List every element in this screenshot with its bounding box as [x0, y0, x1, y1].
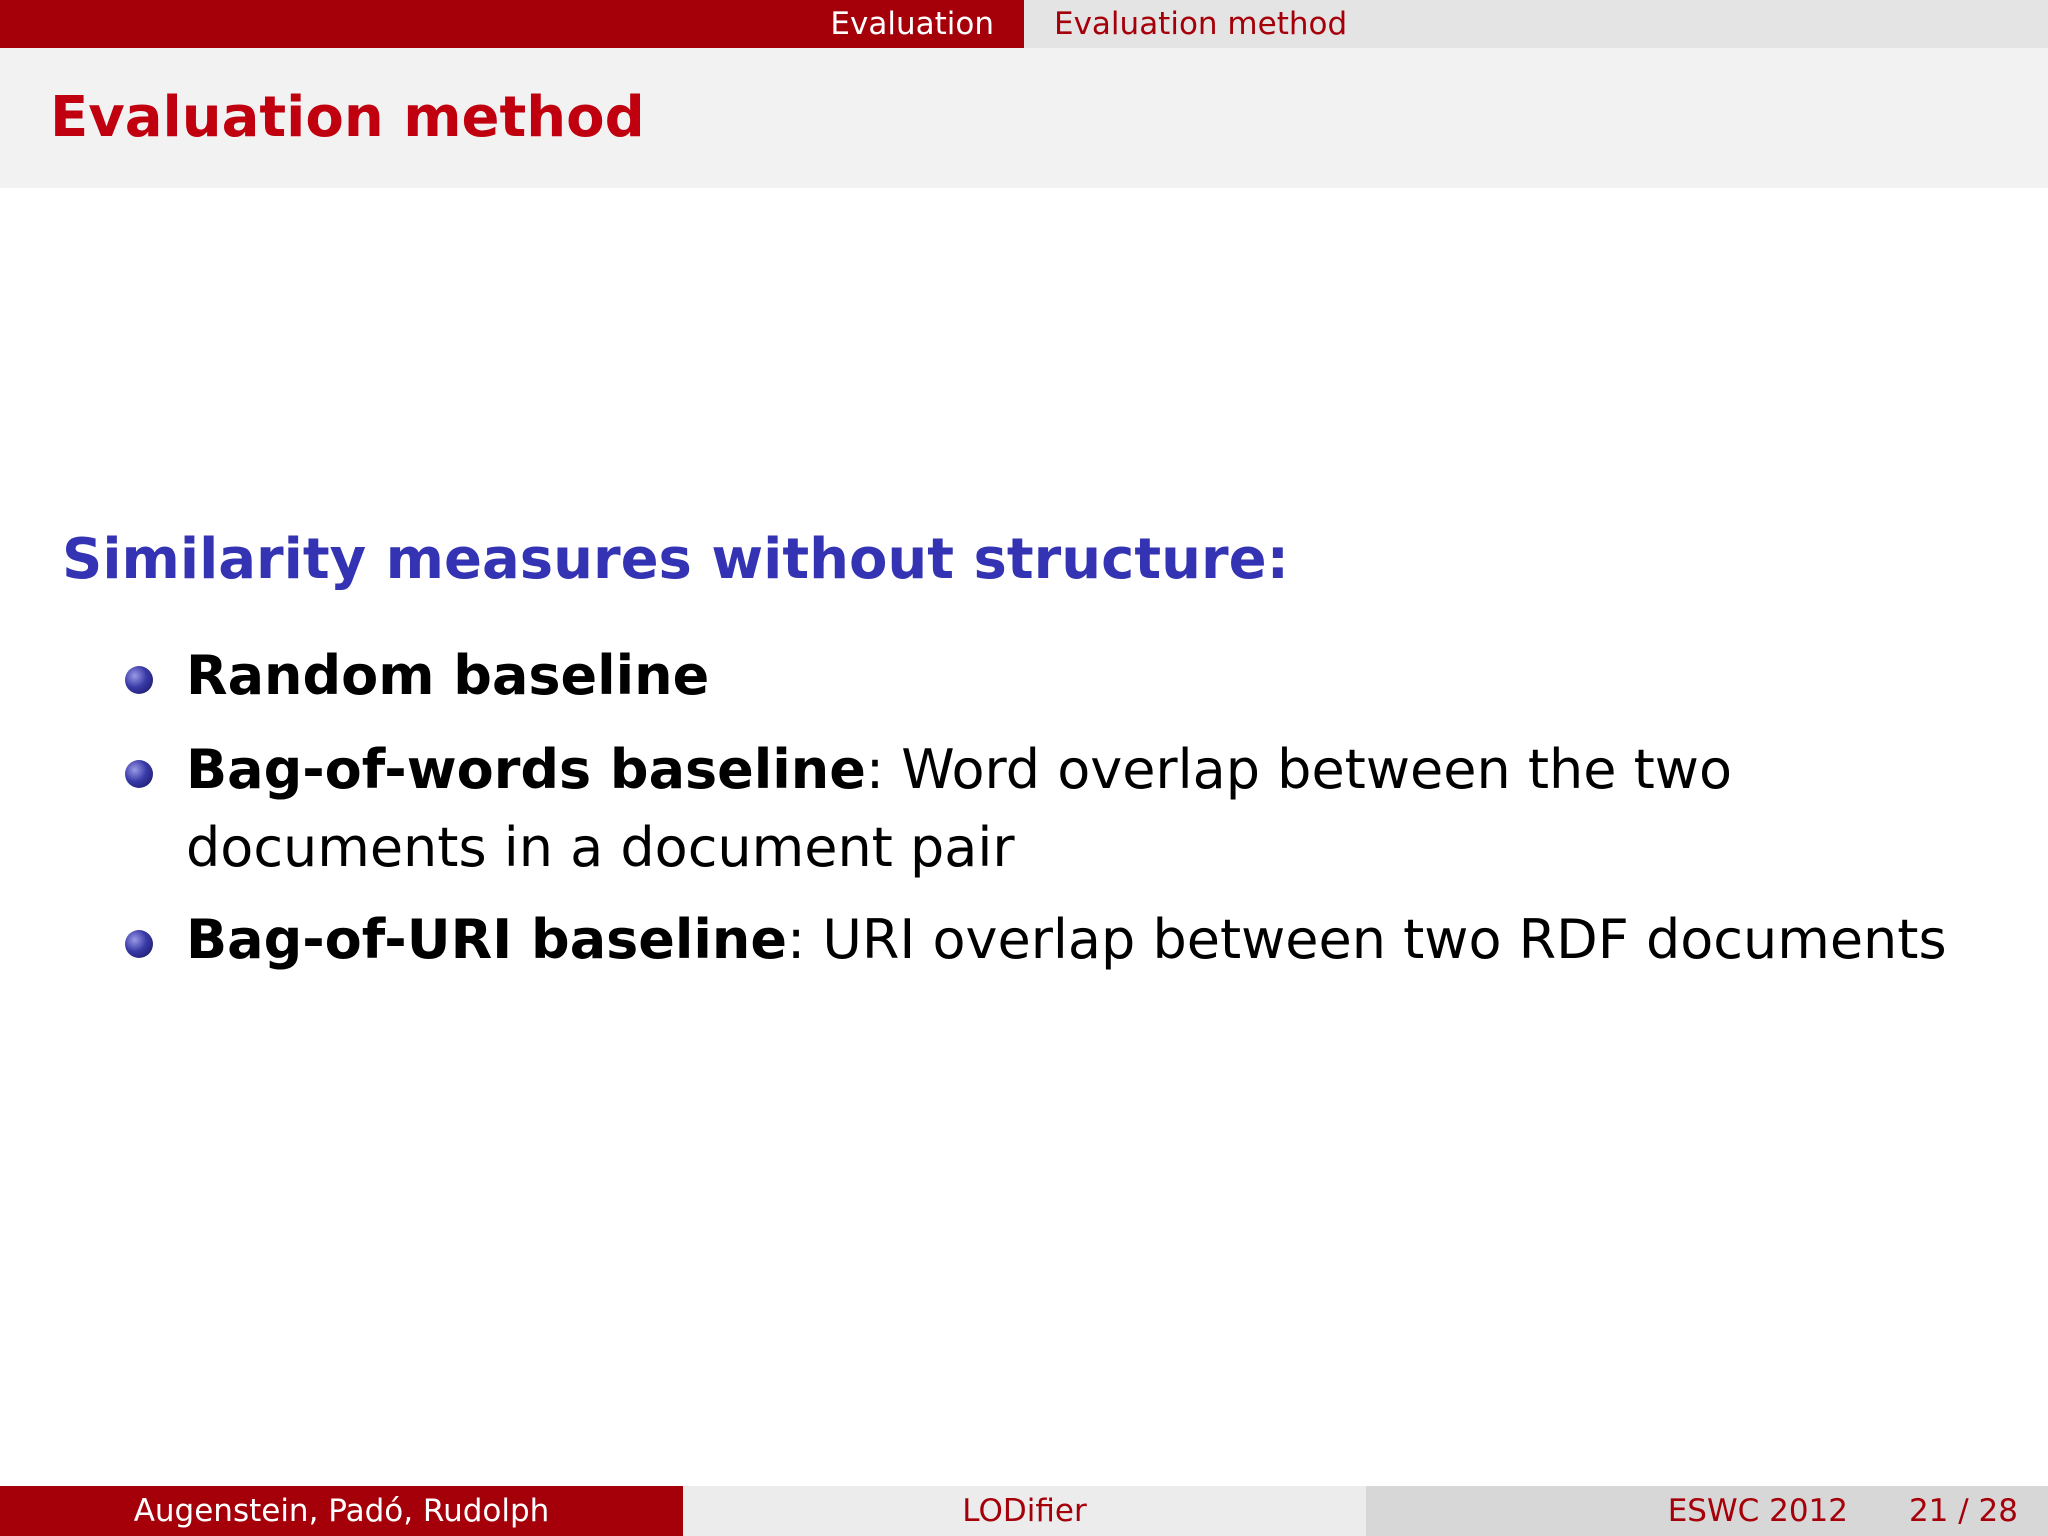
footer-bar: [0, 1486, 2048, 1536]
item-term: Random baseline: [186, 644, 710, 707]
footer-short-title[interactable]: LODifier: [683, 1486, 1366, 1536]
header-section-link[interactable]: Evaluation: [0, 0, 1024, 48]
item-term: Bag-of-URI baseline: [186, 908, 787, 971]
footer-conference: ESWC 2012: [1667, 1493, 1848, 1529]
list-item: [186, 731, 2006, 887]
bullet-icon: [125, 760, 153, 788]
bullet-icon: [125, 930, 153, 958]
item-description: : Word overlap between the two documents in a document pair: [186, 738, 1732, 879]
block-title: Similarity measures without structure:: [62, 527, 1289, 592]
page-number: 21 / 28: [1908, 1493, 2018, 1529]
header-subsection-link[interactable]: Evaluation method: [1024, 0, 2048, 48]
list-item: [186, 901, 2006, 979]
frame-title-bar: [0, 48, 2048, 188]
footer-right: [1366, 1486, 2048, 1536]
header-navigation-bar: [0, 0, 2048, 48]
bullet-icon: [125, 666, 153, 694]
slide-title: Evaluation method: [50, 85, 645, 150]
footer-authors[interactable]: Augenstein, Padó, Rudolph: [0, 1486, 683, 1536]
item-description: : URI overlap between two RDF documents: [787, 908, 1947, 971]
list-item: [186, 637, 2006, 715]
item-term: Bag-of-words baseline: [186, 738, 866, 801]
